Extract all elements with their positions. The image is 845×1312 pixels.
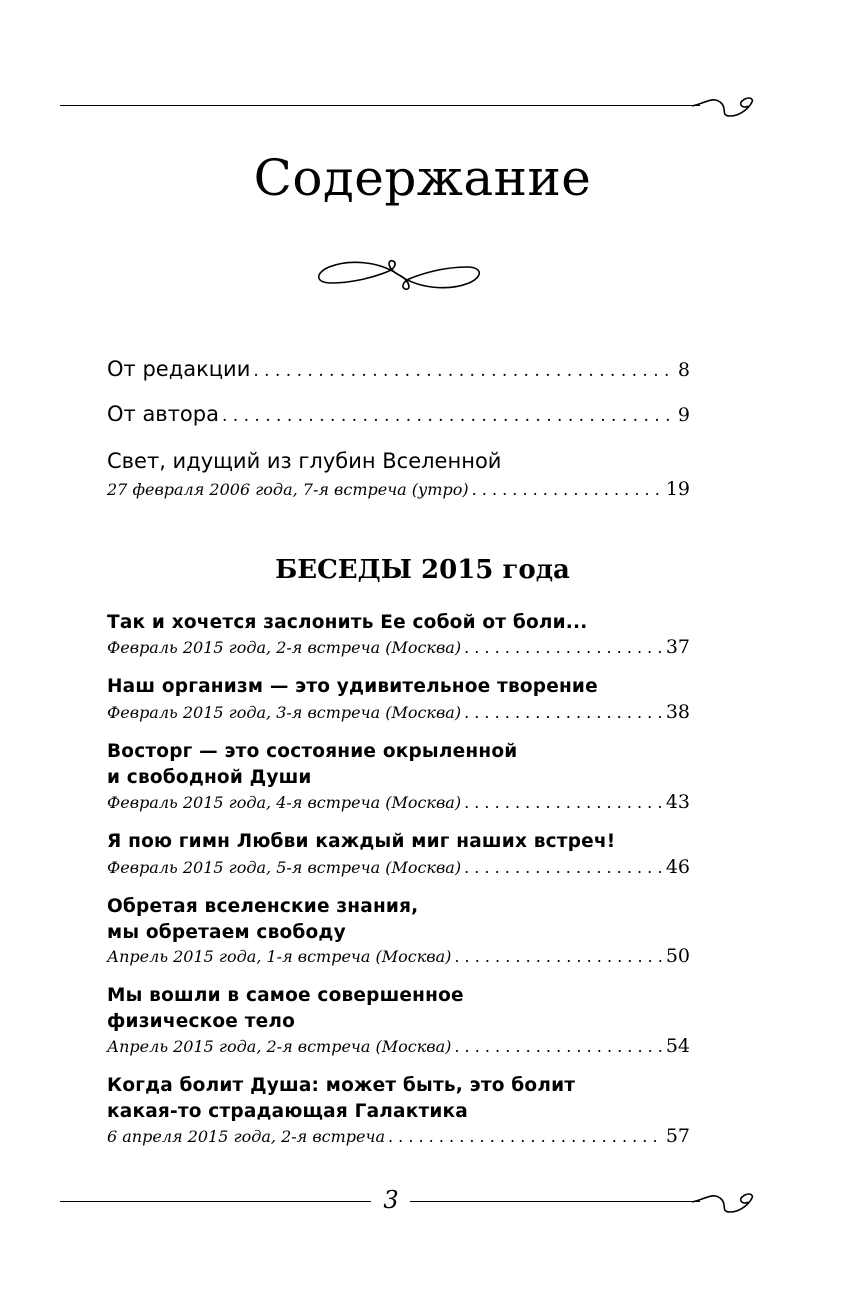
toc-entry-subtitle: Февраль 2015 года, 3-я встреча (Москва) xyxy=(107,703,462,722)
toc-entry-title[interactable]: Свет, идущий из глубин Вселенной xyxy=(107,449,502,473)
center-ornament-icon xyxy=(309,255,489,295)
toc-page-number: 8 xyxy=(677,359,690,381)
dot-leader xyxy=(454,1037,662,1056)
dot-leader xyxy=(472,480,663,499)
footer-rule-right xyxy=(410,1201,700,1202)
toc-entry-subline[interactable] xyxy=(107,701,690,723)
toc-page-number: 46 xyxy=(665,856,690,878)
footer-flourish-icon xyxy=(690,1188,760,1218)
section-heading: БЕСЕДЫ 2015 года xyxy=(275,555,570,585)
toc-entry-label: От редакции xyxy=(107,357,251,381)
dot-leader xyxy=(464,858,663,877)
toc-page-number: 54 xyxy=(665,1035,690,1057)
toc-entry-subtitle: 6 апреля 2015 года, 2-я встреча xyxy=(107,1127,385,1146)
toc-entry-author[interactable] xyxy=(107,402,690,426)
toc-entry-title[interactable]: Когда болит Душа: может быть, это болит какая-то страдающая Галактика xyxy=(107,1075,576,1122)
toc-entry-subline[interactable] xyxy=(107,945,690,967)
toc-entry-subline[interactable] xyxy=(107,791,690,813)
dot-leader xyxy=(464,793,663,812)
toc-entry-subline[interactable] xyxy=(107,856,690,878)
toc-entry-subline[interactable] xyxy=(107,1035,690,1057)
page-title: Содержание xyxy=(253,149,592,207)
toc-entry-subline[interactable] xyxy=(107,636,690,658)
toc-entry-title[interactable]: Восторг — это состояние окрыленной и свободной Души xyxy=(107,741,518,788)
toc-entry-subline[interactable] xyxy=(107,1125,690,1147)
toc-entry-subtitle: Февраль 2015 года, 5-я встреча (Москва) xyxy=(107,858,462,877)
toc-entry-title[interactable]: Наш организм — это удивительное творение xyxy=(107,676,598,697)
toc-entry-title[interactable]: Мы вошли в самое совершенное физическое тело xyxy=(107,985,464,1032)
toc-entry-subtitle: Апрель 2015 года, 2-я встреча (Москва) xyxy=(107,1037,452,1056)
toc-entry-title[interactable]: Я пою гимн Любви каждый миг наших встреч! xyxy=(107,831,616,852)
dot-leader xyxy=(464,638,663,657)
toc-page-number: 9 xyxy=(677,404,690,426)
footer-page-number: 3 xyxy=(383,1186,399,1214)
footer-rule-left xyxy=(60,1201,371,1202)
toc-entry-subtitle: 27 февраля 2006 года, 7-я встреча (утро) xyxy=(107,480,469,499)
toc-entry-title[interactable]: Обретая вселенские знания, мы обретаем свободу xyxy=(107,896,419,943)
toc-entry-label: От автора xyxy=(107,402,219,426)
toc-page-number: 19 xyxy=(665,478,690,500)
toc-page-number: 38 xyxy=(665,701,690,723)
toc-entry-subline[interactable] xyxy=(107,478,690,500)
toc-page-number: 43 xyxy=(665,791,690,813)
dot-leader xyxy=(388,1127,663,1146)
dot-leader xyxy=(464,703,663,722)
toc-entry-subtitle: Апрель 2015 года, 1-я встреча (Москва) xyxy=(107,947,452,966)
dot-leader xyxy=(253,361,675,381)
dot-leader xyxy=(222,406,675,426)
toc-entry-subtitle: Февраль 2015 года, 4-я встреча (Москва) xyxy=(107,793,462,812)
toc-entry-editorial[interactable] xyxy=(107,357,690,381)
toc-page-number: 37 xyxy=(665,636,690,658)
toc-entry-subtitle: Февраль 2015 года, 2-я встреча (Москва) xyxy=(107,638,462,657)
top-rule xyxy=(60,105,700,106)
toc-page-number: 57 xyxy=(665,1125,690,1147)
top-flourish-icon xyxy=(690,92,760,122)
dot-leader xyxy=(454,947,662,966)
toc-entry-title[interactable]: Так и хочется заслонить Ее собой от боли... xyxy=(107,612,588,633)
toc-page-number: 50 xyxy=(665,945,690,967)
